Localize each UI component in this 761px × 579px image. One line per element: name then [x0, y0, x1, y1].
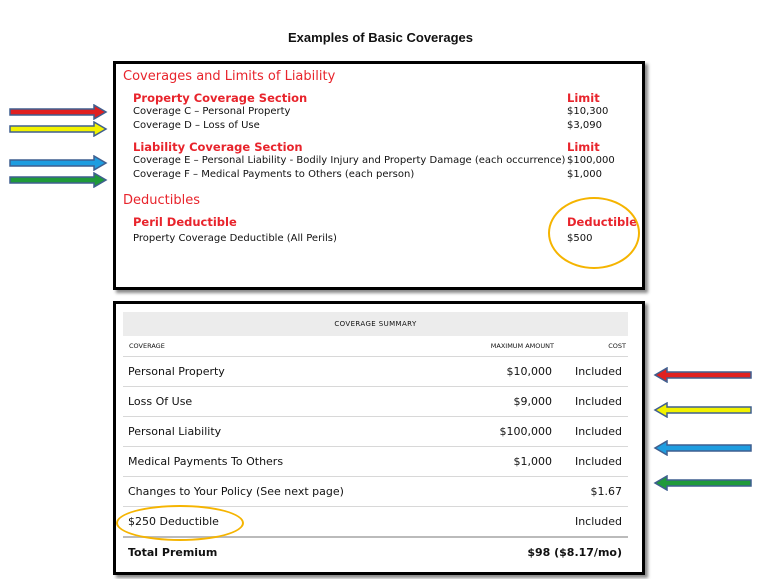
amount-cell: $10,000 — [506, 365, 552, 378]
peril-deductible-title: Peril Deductible — [133, 215, 237, 229]
arrow-left-green-icon — [653, 475, 753, 491]
cost-cell: $1.67 — [590, 485, 622, 498]
column-header-maximum-amount: MAXIMUM AMOUNT — [490, 342, 554, 350]
liability-section-title: Liability Coverage Section — [133, 140, 303, 154]
coverage-c-value: $10,300 — [567, 106, 609, 117]
property-deductible-value: $500 — [567, 233, 593, 244]
cost-cell: Included — [574, 425, 622, 438]
arrow-right-green-icon — [8, 172, 108, 188]
cost-cell: Included — [574, 455, 622, 468]
property-section-title: Property Coverage Section — [133, 91, 308, 105]
table-row — [123, 386, 628, 416]
arrow-left-yellow-icon — [653, 402, 753, 418]
property-deductible-label: Property Coverage Deductible (All Perils) — [133, 233, 337, 244]
coverage-d-label: Coverage D – Loss of Use — [133, 120, 260, 131]
coverage-summary-box — [113, 301, 645, 575]
coverage-f-label: Coverage F – Medical Payments to Others (each person) — [133, 169, 415, 180]
coverage-cell: Changes to Your Policy (See next page) — [128, 485, 344, 498]
cost-cell: Included — [574, 515, 622, 528]
amount-cell: $9,000 — [513, 395, 552, 408]
arrow-left-blue-icon — [653, 440, 753, 456]
amount-cell: $1,000 — [513, 455, 552, 468]
arrow-right-red-icon — [8, 104, 108, 120]
highlight-ellipse-250-deductible — [116, 505, 244, 541]
coverage-c-label: Coverage C – Personal Property — [133, 106, 291, 117]
column-header-cost: COST — [608, 342, 626, 350]
total-premium-value: $98 ($8.17/mo) — [527, 546, 622, 559]
coverage-f-value: $1,000 — [567, 169, 602, 180]
total-premium-row — [123, 536, 628, 567]
table-row — [123, 446, 628, 476]
arrow-right-blue-icon — [8, 155, 108, 171]
deductibles-heading: Deductibles — [123, 193, 200, 208]
coverages-limits-box — [113, 61, 645, 290]
table-row — [123, 476, 628, 506]
cost-cell: Included — [574, 365, 622, 378]
arrow-left-red-icon — [653, 367, 753, 383]
deductible-col-label: Deductible — [567, 215, 637, 229]
coverage-cell: Personal Property — [128, 365, 225, 378]
amount-cell: $100,000 — [499, 425, 552, 438]
coverage-d-value: $3,090 — [567, 120, 602, 131]
coverage-cell: Personal Liability — [128, 425, 222, 438]
coverages-heading: Coverages and Limits of Liability — [123, 69, 336, 84]
highlight-ellipse-deductible — [548, 197, 640, 269]
coverage-e-label: Coverage E – Personal Liability - Bodily Injury and Property Damage (each occurrence) — [133, 155, 566, 166]
column-header-coverage: COVERAGE — [129, 342, 165, 350]
table-row — [123, 356, 628, 386]
coverage-cell: $250 Deductible — [128, 515, 219, 528]
table-row — [123, 416, 628, 446]
liability-limit-label: Limit — [567, 140, 600, 154]
property-limit-label: Limit — [567, 91, 600, 105]
coverage-cell: Medical Payments To Others — [128, 455, 284, 468]
total-premium-label: Total Premium — [128, 546, 218, 559]
coverage-e-value: $100,000 — [567, 155, 615, 166]
arrow-right-yellow-icon — [8, 121, 108, 137]
coverage-cell: Loss Of Use — [128, 395, 193, 408]
cost-cell: Included — [574, 395, 622, 408]
page-title: Examples of Basic Coverages — [288, 30, 473, 45]
summary-title: COVERAGE SUMMARY — [123, 312, 628, 336]
